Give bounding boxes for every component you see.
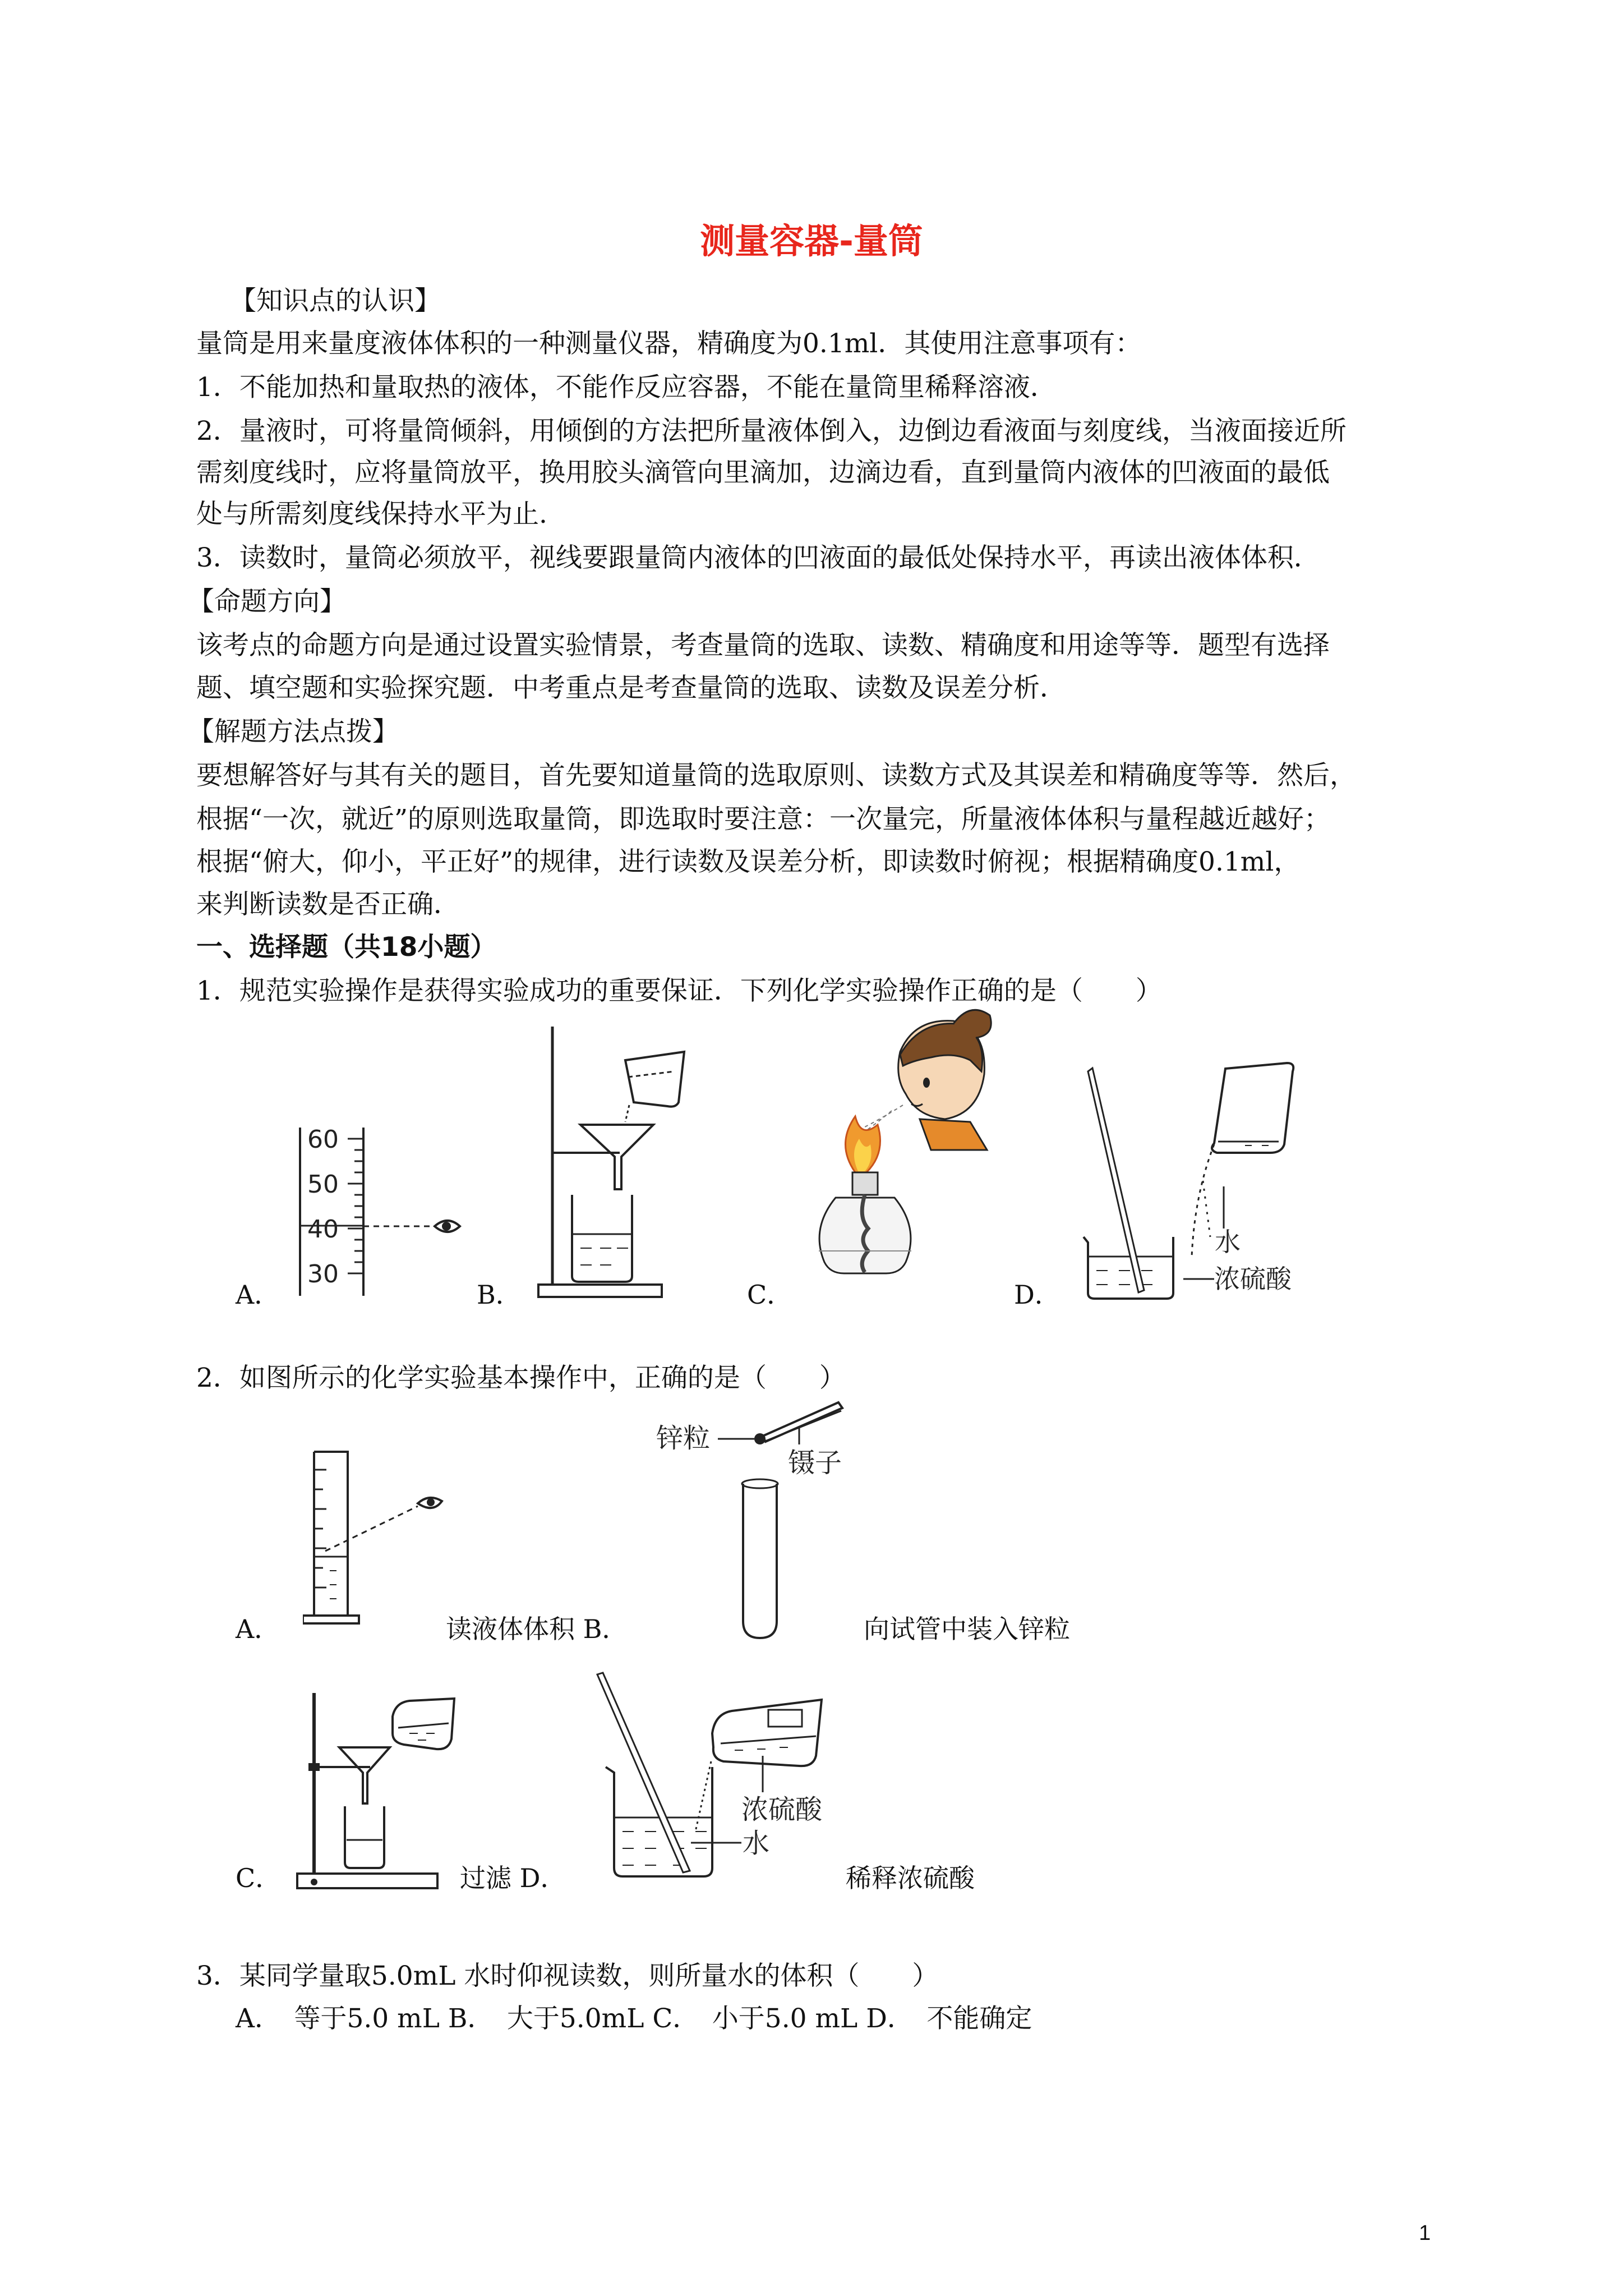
q1-figure-b-filtration — [527, 1010, 695, 1301]
tweezers-icon — [763, 1402, 842, 1442]
method-line-2: 根据“一次，就近”的原则选取量筒，即选取时要注意：一次量完，所量液体体积与量程越近越好； — [196, 804, 1331, 835]
knowledge-point-3: 3．读数时，量筒必须放平，视线要跟量筒内液体的凹液面的最低处保持水平，再读出液体体积． — [196, 542, 1320, 573]
method-line-3: 根据“俯大，仰小，平正好”的规律，进行读数及误差分析，即读数时俯视；根据精确度0.1ml， — [196, 846, 1301, 877]
q1-figure-a-cylinder-reading — [292, 1122, 477, 1307]
q2-label-acid: 浓硫酸 — [741, 1794, 823, 1825]
q2-caption-d: 稀释浓硫酸 — [846, 1863, 975, 1893]
q1-label-acid: 浓硫酸 — [1214, 1264, 1292, 1294]
q1-tick-label-40: 40 — [307, 1215, 339, 1244]
direction-heading: 【命题方向】 — [188, 586, 346, 617]
question-3-options: A． 等于5.0 mL B． 大于5.0mL C． 小于5.0 mL D． 不能确定 — [236, 2003, 1032, 2034]
q2-label-water: 水 — [743, 1828, 770, 1859]
knowledge-point-2-line-3: 处与所需刻度线保持水平为止. — [196, 499, 547, 530]
method-heading: 【解题方法点拨】 — [188, 716, 399, 747]
q1-option-b-label: B． — [477, 1280, 522, 1310]
knowledge-intro: 量筒是用来量度液体体积的一种测量仪器，精确度为0.1ml．其使用注意事项有： — [196, 328, 1142, 359]
eye-icon — [418, 1498, 442, 1508]
page-title: 测量容器-量筒 — [700, 220, 923, 261]
question-2-stem: 2．如图所示的化学实验基本操作中，正确的是（ ） — [196, 1363, 846, 1393]
method-line-1: 要想解答好与其有关的题目，首先要知道量筒的选取原则、读数方式及其误差和精确度等等．然后， — [196, 760, 1356, 791]
method-line-4: 来判断读数是否正确． — [196, 889, 460, 920]
q2-caption-b: 向试管中装入锌粒 — [864, 1614, 1070, 1644]
q1-tick-label-30: 30 — [307, 1260, 339, 1289]
q2-option-c-label: C． — [236, 1863, 282, 1893]
direction-line-2: 题、填空题和实验探究题．中考重点是考查量筒的选取、读数及误差分析． — [196, 673, 1066, 703]
q2-figure-a-cylinder-reading — [303, 1447, 460, 1638]
q2-label-zinc: 锌粒 — [656, 1423, 711, 1454]
knowledge-point-2-line-1: 2．量液时，可将量筒倾斜，用倾倒的方法把所量液体倒入，边倒边看液面与刻度线，当液面接近所 — [196, 416, 1347, 447]
knowledge-point-1: 1．不能加热和量取热的液体，不能作反应容器，不能在量筒里稀释溶液． — [196, 372, 1057, 403]
q1-option-d-label: D． — [1014, 1280, 1061, 1310]
page-number: 1 — [1419, 2221, 1431, 2245]
direction-line-1: 该考点的命题方向是通过设置实验情景，考查量筒的选取、读数、精确度和用途等等．题型有选择 — [196, 630, 1330, 661]
q1-option-a-label: A． — [236, 1280, 280, 1310]
choice-section-heading: 一、选择题（共18小题） — [196, 932, 497, 963]
q1-label-water: 水 — [1215, 1227, 1241, 1257]
q2-label-tweezers: 镊子 — [788, 1447, 842, 1479]
q1-figure-d-dilution — [1077, 1060, 1324, 1307]
q2-caption-a-b: 读液体体积 B． — [446, 1614, 628, 1644]
q1-option-c-label: C． — [747, 1280, 793, 1310]
q2-option-a-label: A． — [236, 1614, 280, 1644]
q2-figure-d-dilution — [594, 1672, 852, 1896]
eye-icon — [435, 1221, 460, 1232]
question-3-stem: 3．某同学量取5.0mL 水时仰视读数，则所量水的体积（ ） — [196, 1961, 939, 1991]
q2-figure-b-test-tube-zinc — [645, 1397, 858, 1644]
q2-caption-c-d: 过滤 D． — [460, 1863, 566, 1893]
q2-figure-c-filtration — [292, 1688, 471, 1896]
question-1-stem: 1．规范实验操作是获得实验成功的重要保证．下列化学实验操作正确的是（ ） — [196, 976, 1162, 1006]
girl-face-icon — [898, 1010, 992, 1150]
knowledge-heading: 【知识点的认识】 — [230, 286, 441, 316]
q1-figure-c-alcohol-lamp — [802, 1004, 1004, 1301]
q1-tick-label-50: 50 — [307, 1170, 339, 1199]
knowledge-point-2-line-2: 需刻度线时，应将量筒放平，换用胶头滴管向里滴加，边滴边看，直到量筒内液体的凹液面的最低 — [196, 457, 1330, 488]
q1-tick-label-60: 60 — [307, 1125, 339, 1154]
